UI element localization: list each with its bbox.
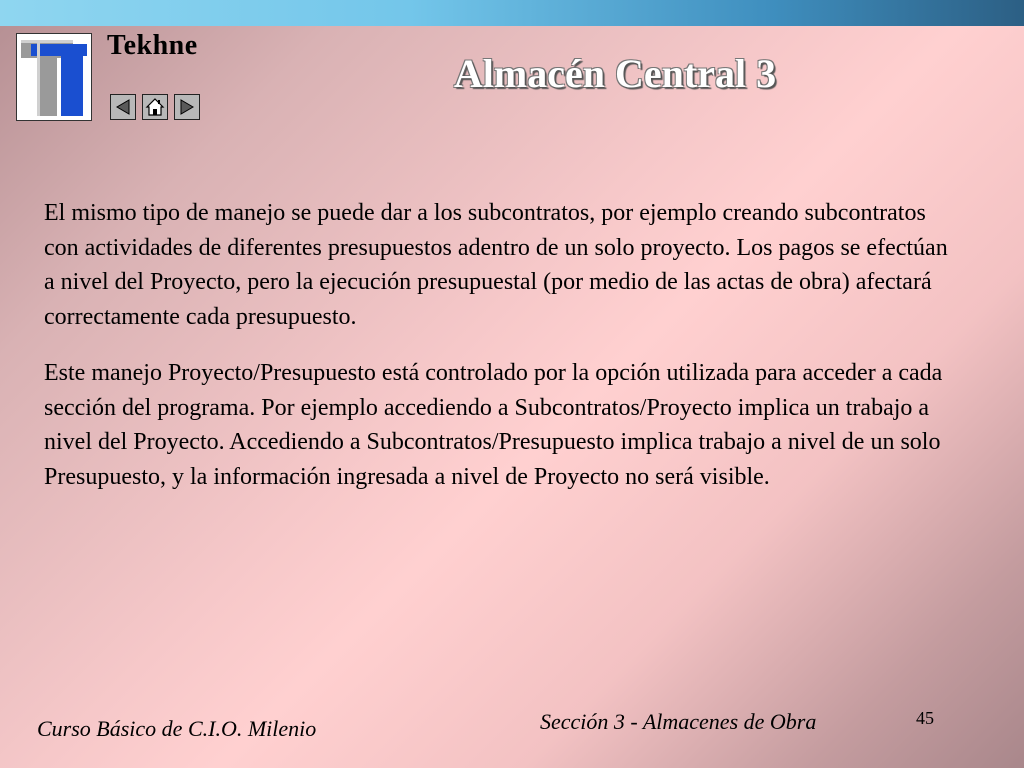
slide-title: Almacén Central 3 [453,51,777,96]
tekhne-logo [16,33,92,121]
triangle-left-icon [114,98,132,116]
body-paragraph-1: El mismo tipo de manejo se puede dar a los subcontratos, por ejemplo creando subcontratos con actividades de diferentes presupuestos adentro de un solo proyecto. Los pagos se efectúan a nivel del Proyecto, pero la ejecución presupuestal (por medio de las actas de obra) afectará correctamente cada presupuesto. [44,200,948,330]
home-button[interactable] [142,94,168,120]
previous-slide-button[interactable] [110,94,136,120]
footer-section: Sección 3 - Almacenes de Obra [540,709,817,734]
footer-course: Curso Básico de C.I.O. Milenio [37,716,317,741]
triangle-right-icon [178,98,196,116]
body-paragraph-2: Este manejo Proyecto/Presupuesto está controlado por la opción utilizada para acceder a cada sección del programa. Por ejemplo accediendo a Subcontratos/Proyecto implica un trabajo a nivel del Proyecto. Accediendo a Subcontratos/Presupuesto implica trabajo a nivel de un solo Presupuesto, y la información ingresada a nivel de Proyecto no será visible. [44,360,943,490]
top-gradient-bar [0,0,1024,26]
next-slide-button[interactable] [174,94,200,120]
house-icon [145,97,165,117]
brand-name: Tekhne [107,30,198,61]
slide-body [44,196,964,516]
page-number: 45 [916,708,934,728]
slide-navigation [110,94,200,120]
